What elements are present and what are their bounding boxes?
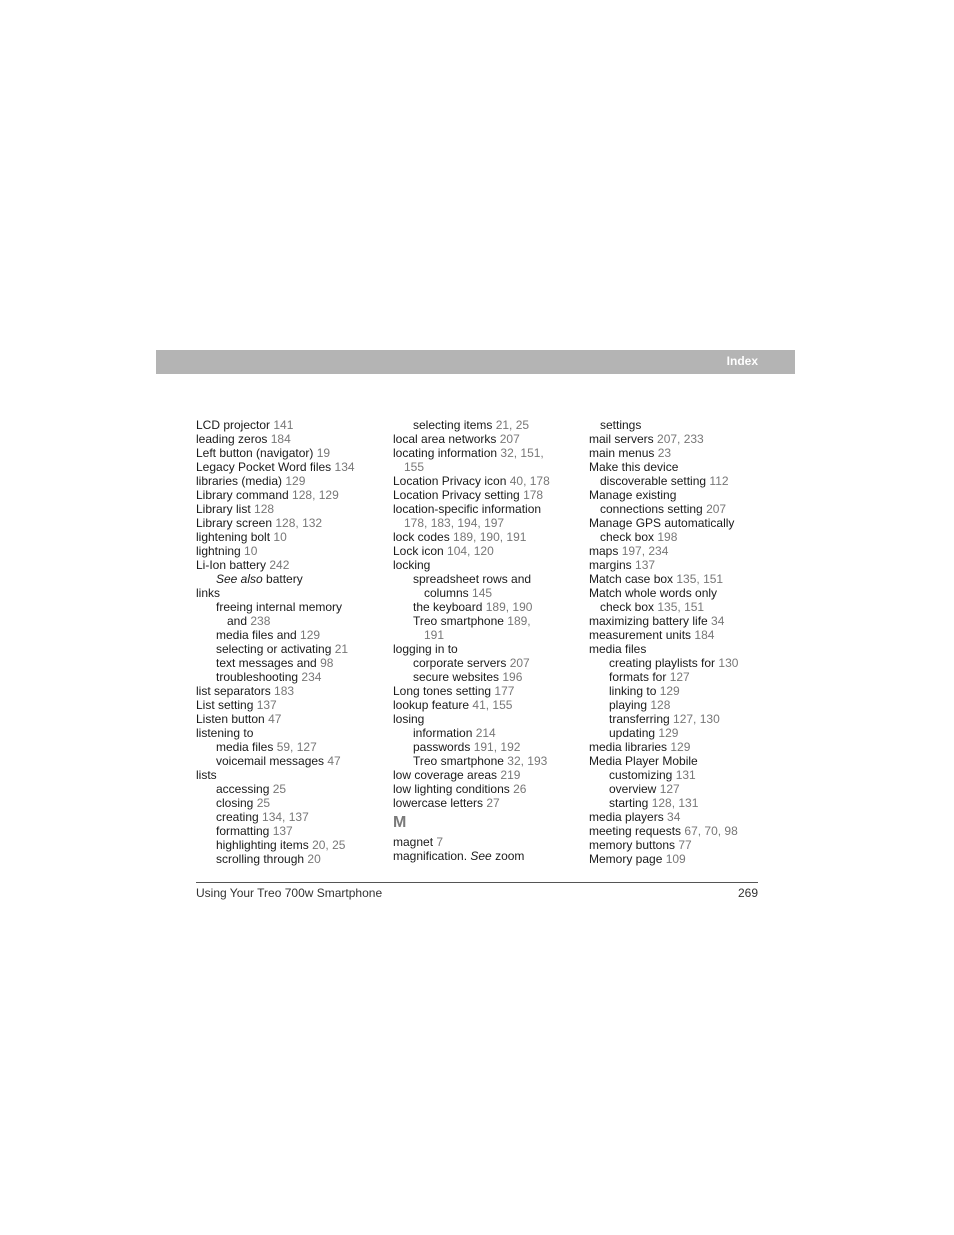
index-entry [393,670,573,684]
index-entry [393,698,573,712]
index-entry-pages[interactable]: 178, 183, 194, 197 [404,516,505,530]
index-entry [196,642,376,656]
index-entry-pages[interactable]: 27 [486,796,500,810]
index-section-letter: M [393,814,407,831]
index-entry-pages[interactable]: 207 [706,502,727,516]
index-entry-term: information [413,726,476,740]
index-entry-term: measurement units [589,628,695,642]
index-entry-term: creating [216,810,263,824]
index-entry [393,446,573,460]
index-entry-term: passwords [413,740,474,754]
index-entry-pages[interactable]: 20, 25 [312,838,346,852]
index-entry-pages[interactable]: 25 [272,782,287,796]
index-entry [196,474,376,488]
index-entry-term: starting [609,796,652,810]
index-entry-pages[interactable]: 197, 234 [621,544,669,558]
index-entry-term: lowercase letters [393,796,487,810]
index-entry-term: settings [600,418,642,432]
index-entry-term: Treo smartphone [413,754,508,768]
index-entry-pages[interactable]: 155 [404,460,425,474]
index-entry-pages[interactable]: 135, 151 [657,600,705,614]
index-entry-term: selecting or activating [216,642,335,656]
index-entry [589,838,774,852]
index-entry-term: lightning [196,544,245,558]
footer-page-number: 269 [737,886,758,900]
index-entry-pages[interactable]: 141 [273,418,294,432]
index-entry [393,768,573,782]
index-entry-term: Library screen [196,516,276,530]
index-entry-term: leading zeros [196,432,271,446]
index-header-bar [156,350,795,374]
index-entry-term: troubleshooting [216,670,302,684]
index-entry-term: highlighting items [216,838,313,852]
index-entry-term: playing [609,698,651,712]
index-entry-term: low coverage areas [393,768,501,782]
index-entry-pages[interactable]: 207 [509,656,530,670]
index-entry [393,516,573,530]
index-entry-term: spreadsheet rows and [413,572,532,586]
index-entry [196,684,376,698]
index-entry [393,684,573,698]
index-entry [393,530,573,544]
index-entry [196,502,376,516]
index-entry-term: media players [589,810,668,824]
index-entry-term: lookup feature [393,698,473,712]
index-entry-term: Legacy Pocket Word files [196,460,335,474]
index-entry-pages[interactable]: 178 [523,488,544,502]
index-entry-pages[interactable]: 128, 129 [292,488,339,502]
index-entry-term: secure websites [413,670,503,684]
index-entry-term: creating playlists for [609,656,719,670]
index-entry-term: LCD projector [196,418,274,432]
index-entry-term: Library list [196,502,255,516]
index-entry-term: Left button (navigator) [196,446,317,460]
index-entry [589,740,774,754]
index-entry-term: Memory page [589,852,666,866]
index-entry [196,544,376,558]
index-entry-pages[interactable]: 25 [256,796,271,810]
index-entry-term: Match whole words only [589,586,718,600]
index-entry [393,614,573,628]
index-entry [196,572,376,586]
index-entry-term: Manage existing [589,488,677,502]
index-entry-pages[interactable]: 128, 131 [651,796,699,810]
index-entry-term: Long tones setting [393,684,495,698]
index-entry-pages[interactable]: 129 [285,474,306,488]
index-entry [196,852,376,866]
index-entry [196,726,376,740]
index-entry-see: See [470,849,492,863]
index-entry-term: libraries (media) [196,474,286,488]
index-entry-pages[interactable]: 23 [657,446,672,460]
index-entry-term: links [196,586,221,600]
index-entry [196,460,376,474]
index-entry-pages[interactable]: 10 [273,530,287,544]
index-entry-term: check box [600,530,658,544]
index-entry-term: media libraries [589,740,671,754]
index-entry-pages[interactable]: 128, 132 [275,516,323,530]
index-entry-pages[interactable]: 10 [244,544,258,558]
index-entry-pages[interactable]: 127 [669,670,690,684]
index-entry [589,600,774,614]
index-entry-pages[interactable]: 112 [709,474,729,488]
index-entry [196,558,376,572]
index-entry [393,418,573,432]
index-entry-term: lightening bolt [196,530,274,544]
index-entry-pages[interactable]: 47 [327,754,341,768]
index-entry-term: linking to [609,684,660,698]
index-entry [393,740,573,754]
index-entry [589,712,774,726]
index-entry-term: Make this device [589,460,679,474]
index-entry [196,530,376,544]
index-entry [196,712,376,726]
index-entry-term: formats for [609,670,670,684]
index-entry-pages[interactable]: 98 [320,656,334,670]
index-entry-term: accessing [216,782,273,796]
index-entry [393,572,573,586]
index-entry-term: Lock icon [393,544,448,558]
index-entry-term: selecting items [413,418,496,432]
index-entry [393,488,573,502]
index-entry [589,530,774,544]
index-entry-pages[interactable]: 129 [670,740,691,754]
index-entry [589,670,774,684]
index-entry-pages[interactable]: 191 [424,628,445,642]
index-entry [589,782,774,796]
index-entry [393,726,573,740]
index-entry [589,656,774,670]
index-entry-pages[interactable]: 207, 233 [657,432,704,446]
index-entry-pages[interactable]: 128 [254,502,275,516]
index-entry-term: maps [589,544,622,558]
index-entry-term: Li-Ion battery [196,558,270,572]
index-entry-pages: battery [262,572,303,586]
index-entry-term: memory buttons [589,838,679,852]
index-entry-pages[interactable]: 40, 178 [509,474,550,488]
index-entry [589,572,774,586]
index-entry [196,614,376,628]
index-entry-term: media files and [216,628,301,642]
index-entry-term: and [227,614,251,628]
index-entry [393,586,573,600]
index-entry-pages[interactable]: 184 [270,432,291,446]
index-entry-term: connections setting [600,502,707,516]
index-entry-term: updating [609,726,659,740]
index-column-1 [196,418,376,866]
index-entry [393,474,573,488]
index-entry [589,810,774,824]
index-entry-pages[interactable]: 129 [659,684,680,698]
index-entry-term: overview [609,782,660,796]
index-entry-term: Treo smartphone [413,614,508,628]
index-entry [589,642,774,656]
index-entry [393,782,573,796]
index-entry-pages[interactable]: 130 [718,656,739,670]
index-entry [589,586,774,600]
index-entry-pages[interactable]: 67, 70, 98 [684,824,738,838]
index-entry-pages[interactable]: 47 [268,712,282,726]
index-entry [393,460,573,474]
index-entry [589,726,774,740]
index-entry-see-target: zoom [491,849,525,863]
index-entry-term: main menus [589,446,658,460]
index-entry-term: list separators [196,684,275,698]
index-entry-term: closing [216,796,257,810]
index-entry-pages[interactable]: 32, 193 [507,754,548,768]
index-entry-pages[interactable]: 145 [472,586,493,600]
index-entry-pages[interactable]: 137 [272,824,293,838]
index-entry-pages[interactable]: 32, 151, [500,446,544,460]
index-entry [196,740,376,754]
index-entry-term: magnification. [393,849,471,863]
index-entry-pages[interactable]: 177 [494,684,515,698]
index-entry [393,642,573,656]
index-entry-term: location-specific information [393,502,542,516]
index-entry [589,614,774,628]
index-entry [196,824,376,838]
index-entry [393,754,573,768]
index-entry [196,516,376,530]
index-entry-term: locating information [393,446,501,460]
index-entry-term: media files [216,740,277,754]
index-entry-pages[interactable]: 189, [507,614,531,628]
index-entry [196,586,376,600]
index-entry-term: magnet [393,835,437,849]
index-entry [589,446,774,460]
index-entry-term: List setting [196,698,257,712]
index-entry-term: text messages and [216,656,321,670]
index-entry [589,796,774,810]
index-entry-pages[interactable]: 109 [665,852,686,866]
index-entry [589,698,774,712]
index-entry [589,544,774,558]
index-entry [196,432,376,446]
index-entry [393,835,573,849]
index-entry-pages[interactable]: 34 [667,810,681,824]
index-entry-term: maximizing battery life [589,614,712,628]
index-entry [589,768,774,782]
index-entry [196,796,376,810]
index-entry-term: scrolling through [216,852,308,866]
index-entry [196,698,376,712]
index-entry-term: See also [216,572,263,586]
index-entry-term: Library command [196,488,293,502]
index-entry [589,502,774,516]
index-entry-pages[interactable]: 135, 151 [676,572,724,586]
index-entry [393,849,573,863]
index-entry [393,558,573,572]
index-entry-pages[interactable]: 129 [300,628,321,642]
footer-rule [196,882,758,883]
index-entry-pages[interactable]: 198 [657,530,678,544]
index-entry [196,838,376,852]
index-entry [196,656,376,670]
index-entry [196,488,376,502]
index-entry-pages[interactable]: 21, 25 [495,418,530,432]
index-entry-term: logging in to [393,642,458,656]
index-entry [589,432,774,446]
index-entry [589,418,774,432]
index-entry-term: Location Privacy icon [393,474,510,488]
index-entry-pages[interactable]: 219 [500,768,521,782]
index-entry-term: margins [589,558,636,572]
index-entry [196,670,376,684]
index-entry-pages[interactable]: 189, 190, 191 [453,530,527,544]
index-entry [589,474,774,488]
index-entry-pages[interactable]: 127 [659,782,680,796]
index-entry-term: meeting requests [589,824,685,838]
index-entry [589,684,774,698]
index-entry-pages[interactable]: 189, 190 [485,600,533,614]
index-entry-pages[interactable]: 59, 127 [276,740,317,754]
index-entry-pages[interactable]: 184 [694,628,715,642]
index-entry [589,558,774,572]
index-entry [196,754,376,768]
index-entry-term: Manage GPS automatically [589,516,735,530]
index-entry-term: check box [600,600,658,614]
index-entry [393,544,573,558]
index-entry-term: freeing internal memory [216,600,343,614]
index-entry [196,446,376,460]
index-entry [589,516,774,530]
index-header-title: Index [726,354,758,368]
index-entry-term: listening to [196,726,254,740]
index-entry [589,460,774,474]
index-entry-pages[interactable]: 127, 130 [673,712,720,726]
index-entry-pages[interactable]: 128 [650,698,671,712]
index-entry-pages[interactable]: 214 [475,726,496,740]
index-entry-term: local area networks [393,432,500,446]
index-entry-term: discoverable setting [600,474,710,488]
index-entry [393,712,573,726]
index-entry [393,432,573,446]
index-entry-term: the keyboard [413,600,486,614]
index-entry [393,628,573,642]
index-entry-term: columns [424,586,473,600]
index-entry-pages[interactable]: 41, 155 [472,698,513,712]
index-entry [589,852,774,866]
index-entry [589,628,774,642]
index-entry-term: formatting [216,824,273,838]
index-entry-pages[interactable]: 234 [301,670,322,684]
index-entry [196,600,376,614]
index-entry-pages[interactable]: 242 [269,558,290,572]
index-entry-term: Match case box [589,572,677,586]
index-entry-term: lists [196,768,217,782]
index-entry-pages[interactable]: 26 [513,782,527,796]
index-entry-pages[interactable]: 134, 137 [262,810,309,824]
index-entry-pages[interactable]: 191, 192 [473,740,521,754]
index-entry-term: media files [589,642,647,656]
index-entry-term: transferring [609,712,674,726]
index-entry-pages[interactable]: 21 [334,642,349,656]
index-entry-pages[interactable]: 129 [658,726,679,740]
index-entry [196,782,376,796]
index-entry-term: Location Privacy setting [393,488,524,502]
index-entry [196,810,376,824]
index-entry-pages[interactable]: 34 [711,614,725,628]
footer-book-title: Using Your Treo 700w Smartphone [196,886,383,900]
index-entry-term: losing [393,712,425,726]
index-entry [393,796,573,810]
index-entry-pages[interactable]: 134 [334,460,355,474]
index-entry-pages[interactable]: 19 [316,446,331,460]
index-entry-term: lock codes [393,530,454,544]
index-entry [393,600,573,614]
index-entry-pages[interactable]: 183 [274,684,295,698]
index-entry [589,824,774,838]
index-entry [393,656,573,670]
index-entry-pages[interactable]: 207 [499,432,520,446]
index-entry-pages[interactable]: 131 [675,768,696,782]
index-entry-term: low lighting conditions [393,782,514,796]
index-entry-pages[interactable]: 104, 120 [447,544,494,558]
index-entry-pages[interactable]: 137 [256,698,277,712]
index-entry-pages[interactable]: 196 [502,670,523,684]
index-entry [589,488,774,502]
index-entry [196,418,376,432]
index-entry [393,502,573,516]
index-entry-term: mail servers [589,432,658,446]
index-entry-pages[interactable]: 238 [250,614,271,628]
index-entry-term: voicemail messages [216,754,328,768]
index-entry-pages[interactable]: 77 [678,838,692,852]
index-entry-pages[interactable]: 7 [436,835,444,849]
index-entry [589,754,774,768]
index-entry-pages[interactable]: 20 [307,852,321,866]
index-entry-term: Listen button [196,712,269,726]
index-entry [196,768,376,782]
index-entry-term: customizing [609,768,676,782]
index-entry-term: corporate servers [413,656,510,670]
index-column-3 [589,418,774,866]
index-entry-pages[interactable]: 137 [635,558,656,572]
index-column-2 [393,418,573,863]
index-entry [196,628,376,642]
index-entry-term: Media Player Mobile [589,754,698,768]
index-entry-term: locking [393,558,431,572]
